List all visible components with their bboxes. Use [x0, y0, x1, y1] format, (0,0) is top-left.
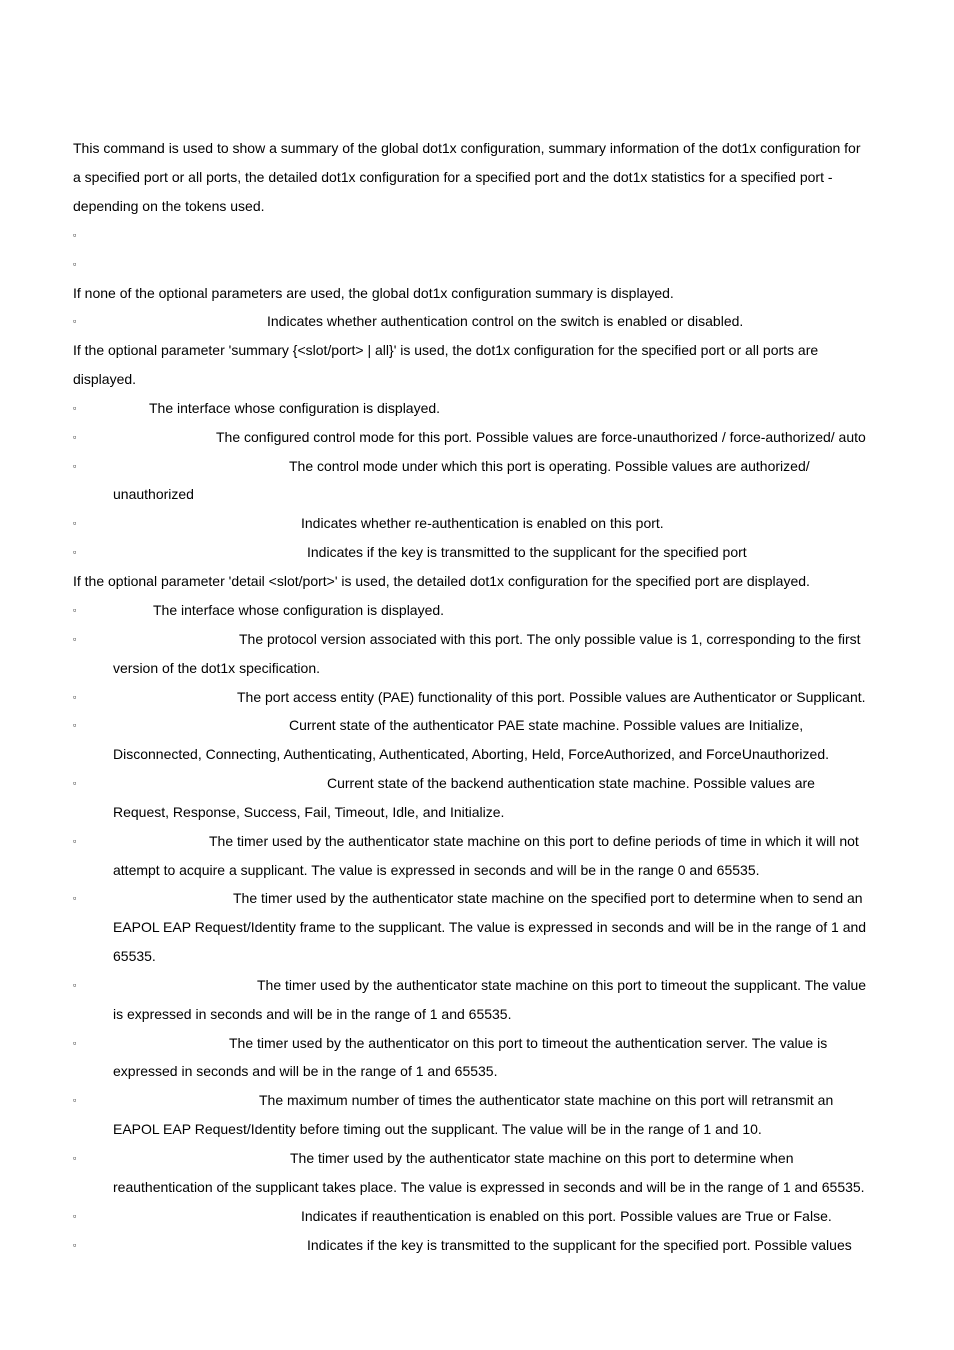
bullet-icon: ▫ [73, 634, 77, 644]
list-item-text: The timer used by the authenticator state machine on this port to timeout the supplicant. The value [257, 977, 867, 993]
bullet-icon: ▫ [73, 316, 77, 326]
list-item-text: Indicates if reauthentication is enabled on this port. Possible values are True or False. [301, 1208, 832, 1224]
list-item-text: EAPOL EAP Request/Identity frame to the supplicant. The value is expressed in seconds and will be in the range of 1 and [113, 919, 867, 935]
no-params-text: If none of the optional parameters are used, the global dot1x configuration summary is displayed. [73, 285, 674, 301]
bullet-icon: ▫ [73, 518, 77, 528]
bullet-icon: ▫ [73, 1153, 77, 1163]
bullet-icon: ▫ [73, 403, 77, 413]
list-item-text: version of the dot1x specification. [113, 660, 321, 676]
list-item-text: reauthentication of the supplicant takes place. The value is expressed in seconds and will be in the range of 1 and 65535. [113, 1179, 865, 1195]
list-item-text: Indicates whether re-authentication is enabled on this port. [301, 515, 664, 531]
list-item-text: The configured control mode for this port. Possible values are force-unauthorized / force-authorized/ auto [216, 429, 866, 445]
list-item-text: The protocol version associated with this port. The only possible value is 1, corresponding to the first [239, 631, 861, 647]
list-item-text: The interface whose configuration is displayed. [153, 602, 445, 618]
list-item-text: Request, Response, Success, Fail, Timeout, Idle, and Initialize. [113, 804, 505, 820]
bullet-icon: ▫ [73, 259, 77, 269]
summary-intro-line: displayed. [73, 371, 137, 387]
list-item-text: Current state of the authenticator PAE state machine. Possible values are Initialize, [289, 717, 804, 733]
list-item-text: The timer used by the authenticator state machine on this port to define periods of time in which it will not [209, 833, 859, 849]
bullet-icon: ▫ [73, 893, 77, 903]
list-item-text: The maximum number of times the authenticator state machine on this port will retransmit an [259, 1092, 834, 1108]
list-item-text: Current state of the backend authentication state machine. Possible values are [327, 775, 815, 791]
list-item-text: 65535. [113, 948, 156, 964]
list-item-text: The port access entity (PAE) functionality of this port. Possible values are Authenticator or Supplicant. [237, 689, 866, 705]
intro-line: a specified port or all ports, the detailed dot1x configuration for a specified port and the dot1x statistics for a specified port - [73, 169, 833, 185]
list-item-text: The timer used by the authenticator on this port to timeout the authentication server. The value is [229, 1035, 828, 1051]
list-item-text: The timer used by the authenticator state machine on this port to determine when [290, 1150, 794, 1166]
list-item-text: attempt to acquire a supplicant. The value is expressed in seconds and will be in the range 0 and 65535. [113, 862, 760, 878]
bullet-icon: ▫ [73, 547, 77, 557]
bullet-icon: ▫ [73, 432, 77, 442]
bullet-icon: ▫ [73, 836, 77, 846]
bullet-icon: ▫ [73, 230, 77, 240]
bullet-icon: ▫ [73, 1240, 77, 1250]
bullet-icon: ▫ [73, 461, 77, 471]
list-item-text: Indicates if the key is transmitted to the supplicant for the specified port [307, 544, 747, 560]
bullet-icon: ▫ [73, 980, 77, 990]
list-item-text: EAPOL EAP Request/Identity before timing out the supplicant. The value will be in the range of 1 and 10. [113, 1121, 762, 1137]
list-item-text: Indicates if the key is transmitted to the supplicant for the specified port. Possible values [307, 1237, 852, 1253]
bullet-icon: ▫ [73, 605, 77, 615]
intro-line: This command is used to show a summary of the global dot1x configuration, summary information of the dot1x configuration for [73, 140, 861, 156]
list-item-text: unauthorized [113, 486, 194, 502]
bullet-icon: ▫ [73, 778, 77, 788]
list-item-text: Disconnected, Connecting, Authenticating, Authenticated, Aborting, Held, ForceAuthorized, and ForceUnauthorized. [113, 746, 829, 762]
bullet-icon: ▫ [73, 1211, 77, 1221]
list-item-text: Indicates whether authentication control on the switch is enabled or disabled. [267, 313, 744, 329]
summary-intro-line: If the optional parameter 'summary {<slot/port> | all}' is used, the dot1x configuration for the specified port or all ports are [73, 342, 819, 358]
list-item-text: expressed in seconds and will be in the range of 1 and 65535. [113, 1063, 498, 1079]
detail-intro: If the optional parameter 'detail <slot/port>' is used, the detailed dot1x configuration for the specified port are displayed. [73, 573, 810, 589]
list-item-text: The control mode under which this port is operating. Possible values are authorized/ [289, 458, 810, 474]
list-item-text: The interface whose configuration is displayed. [149, 400, 441, 416]
list-item-text: The timer used by the authenticator state machine on the specified port to determine when to send an [233, 890, 863, 906]
bullet-icon: ▫ [73, 720, 77, 730]
bullet-icon: ▫ [73, 1095, 77, 1105]
bullet-icon: ▫ [73, 1038, 77, 1048]
list-item-text: is expressed in seconds and will be in the range of 1 and 65535. [113, 1006, 512, 1022]
intro-line: depending on the tokens used. [73, 198, 265, 214]
bullet-icon: ▫ [73, 692, 77, 702]
